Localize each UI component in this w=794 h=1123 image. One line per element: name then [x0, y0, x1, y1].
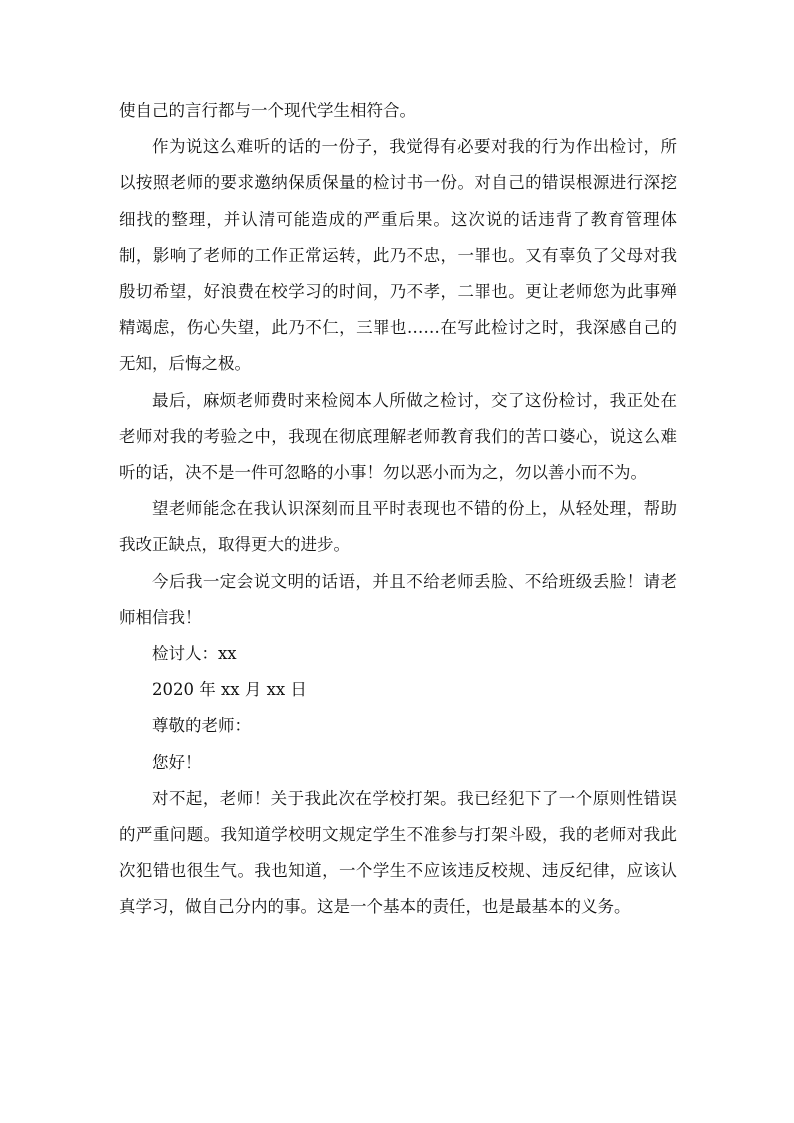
paragraph-promise: 今后我一定会说文明的话语，并且不给老师丢脸、不给班级丢脸！请老师相信我！: [119, 571, 677, 627]
date-line: 2020 年 xx 月 xx 日: [152, 680, 307, 700]
paragraph-self-criticism: 作为说这么难听的话的一份子，我觉得有必要对我的行为作出检讨，所以按照老师的要求邀纳保质保量的检讨书一份。对自己的错误根源进行深挖细找的整理，并认清可能造成的严重后果。这次说的话违背了教育管理体制，影响了老师的工作正常运转，此乃不忠，一罪也。又有辜负了父母对我殷切希望，好浪费在校学习的时间，乃不孝，二罪也。更让老师您为此事殚精竭虑，伤心失望，此乃不仁，三罪也……在写此检讨之时，我深感自己的无知，后悔之极。: [119, 137, 677, 374]
paragraph-closing-request: 最后，麻烦老师费时来检阅本人所做之检讨，交了这份检讨，我正处在老师对我的考验之中，我现在彻底理解老师教育我们的苦口婆心，说这么难听的话，决不是一件可忽略的小事！勿以恶小而为之，勿以善小而不为。: [119, 390, 677, 483]
paragraph-continuation: 使自己的言行都与一个现代学生相符合。: [119, 101, 416, 120]
document-body: [119, 93, 677, 926]
salutation: 尊敬的老师：: [152, 716, 251, 736]
paragraph-apology: 对不起，老师！关于我此次在学校打架。我已经犯下了一个原则性错误的严重问题。我知道学校明文规定学生不准参与打架斗殴，我的老师对我此次犯错也很生气。我也知道，一个学生不应该违反校规、违反纪律，应该认真学习，做自己分内的事。这是一个基本的责任，也是最基本的义务。: [119, 788, 677, 917]
paragraph-leniency-plea: 望老师能念在我认识深刻而且平时表现也不错的份上，从轻处理，帮助我改正缺点，取得更大的进步。: [119, 499, 677, 555]
signature-line: 检讨人：xx: [152, 644, 237, 664]
greeting: 您好！: [152, 752, 202, 772]
